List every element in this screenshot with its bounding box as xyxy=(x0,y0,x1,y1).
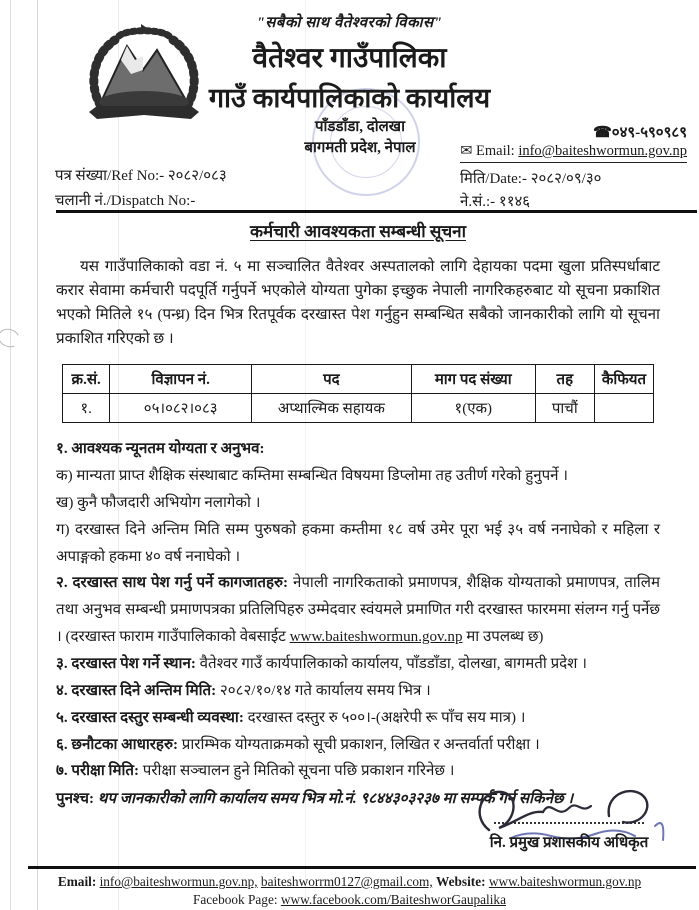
footer-email-label: Email: xyxy=(57,874,97,889)
address-line-1: पाँडडाँडा, दोलखा xyxy=(315,119,405,135)
date-value: २०८२/०९/३० xyxy=(530,171,602,187)
motto: "सबैको साथ वैतेश्वरको विकास" xyxy=(256,15,443,31)
email-line xyxy=(460,143,687,163)
col-level: तह xyxy=(535,365,594,394)
phone-number: ०४९-५९०९८९ xyxy=(611,125,687,141)
ref-label: पत्र संख्या/Ref No:- xyxy=(55,168,165,184)
footer-email-link-2[interactable]: baiteshworrm0127@gmail.com, xyxy=(260,874,433,889)
municipality-name: वैतेश्वर गाउँपालिका xyxy=(252,43,447,74)
application-form-website-link[interactable]: www.baiteshwormun.gov.np xyxy=(289,629,463,646)
item-5-fee: ५. दरखास्त दस्तुर सम्बन्धी व्यवस्था: दरखास्त दस्तुर रु ५००।-(अक्षरेपी रू पाँच सय मात्र) । xyxy=(56,709,526,726)
dispatch-no-line xyxy=(55,190,195,210)
phone-line xyxy=(593,122,687,142)
item-1-qualifications: १. आवश्यक न्यूनतम योग्यता र अनुभव: xyxy=(56,441,265,458)
cell-remarks xyxy=(594,394,653,423)
envelope-icon: ✉ xyxy=(460,143,473,159)
item-2-documents: २. दरखास्त साथ पेश गर्नु पर्ने कागजातहरु: नेपाली नागरिकताको प्रमाणपत्र, शैक्षिक योग्यताको प्रमाणपत्र, तालिम तथा अनुभव सम्बन्धी प्रमाणपत्रका प्रतिलिपिहरु उम्मेदवार स्वंयमले प्रमाणित गरी दरखास्त फारममा संलग्न गर्नु पर्नेछ । (दरखास्त फाराम गाउँपालिकाको वेबसाईट www.baiteshwormun.gov.np मा उपलब्ध छ) xyxy=(56,575,660,646)
scan-fold-line xyxy=(10,0,11,910)
item-6-selection-basis: ६. छनौटका आधारहरु: प्रारम्भिक योग्यताक्रमको सूची प्रकाशन, लिखित र अन्तर्वार्ता परीक्षा । xyxy=(56,736,540,753)
serial-line xyxy=(460,191,530,211)
date-line xyxy=(460,168,601,188)
footer-contact-line xyxy=(0,873,699,891)
header-divider-rule xyxy=(56,210,697,213)
footer-facebook-link[interactable]: www.facebook.com/BaiteshworGaupalika xyxy=(280,891,506,907)
footer-website-link[interactable]: www.baiteshwormun.gov.np xyxy=(488,874,642,889)
ref-no-line xyxy=(55,165,227,185)
footer xyxy=(0,873,699,909)
col-advert-no: विज्ञापन नं. xyxy=(110,365,252,394)
phone-icon: ☎ xyxy=(593,125,612,141)
footer-website-label: Website: xyxy=(436,874,486,889)
postscript-line: पुनश्च: थप जानकारीको लागि कार्यालय समय भित्र मो.नं. ९८४४३०३२३७ मा सम्पर्क गर्न सकिनेछ । xyxy=(56,791,574,808)
serial-value: ११४६ xyxy=(498,194,531,210)
date-label: मिति/Date:- xyxy=(460,171,527,187)
notice-items xyxy=(56,436,660,785)
dispatch-label: चलानी नं./Dispatch No:- xyxy=(55,193,196,209)
footer-facebook-label: Facebook Page: xyxy=(192,891,278,907)
item-1-sub-a: क) मान्यता प्राप्त शैक्षिक संस्थाबाट कम्तिमा सम्बन्धित विषयमा डिप्लोमा तह उतीर्ण गरेको हुनुपर्ने । xyxy=(56,467,569,484)
vacancy-table xyxy=(62,364,654,423)
scan-ink-artifact xyxy=(0,326,22,350)
header-email-link[interactable]: info@baiteshwormun.gov.np xyxy=(518,143,687,159)
footer-facebook-line xyxy=(0,891,699,909)
notice-intro-paragraph: यस गाउँपालिकाको वडा नं. ५ मा सञ्चालित वैतेश्वर अस्पतालको लागि देहायका पदमा खुला प्रतिस्पर्धाबाट करार सेवामा कर्मचारी पदपूर्ति गर्नुपर्ने भएकोले योग्यता पुगेका इच्छुक नेपाली नागरिकहरुबाट यो सूचना प्रकाशित भएको मितिले १५ (पन्ध्र) दिन भित्र रितपूर्वक दरखास्त पेश गर्नुहुन सम्बन्धित सबैको जानकारीको लागि यो सूचना प्रकाशित गरिएको छ । xyxy=(56,258,660,348)
office-name: गाउँ कार्यपालिकाको कार्यालय xyxy=(208,83,491,113)
col-demand-count: माग पद संख्या xyxy=(411,365,535,394)
table-row xyxy=(63,394,654,423)
notice-body xyxy=(56,219,660,808)
item-4-deadline: ४. दरखास्त दिने अन्तिम मिति: २०८२/१०/१४ गते कार्यालय समय भित्र । xyxy=(56,682,431,699)
cell-post: अप्थाल्मिक सहायक xyxy=(252,394,412,423)
cell-level: पाचौं xyxy=(535,394,594,423)
col-remarks: कैफियत xyxy=(594,365,653,394)
signature-block xyxy=(449,782,689,852)
scan-fold-line xyxy=(37,0,38,910)
notice-title: कर्मचारी आवश्यकता सम्बन्धी सूचना xyxy=(249,222,466,241)
col-serial: क्र.सं. xyxy=(63,365,110,394)
table-header-row xyxy=(63,365,654,394)
item-3-submission-place: ३. दरखास्त पेश गर्ने स्थान: वैतेश्वर गाउँ कार्यपालिकाको कार्यालय, पाँडडाँडा, दोलखा, बागमती प्रदेश । xyxy=(56,655,587,672)
email-label: Email: xyxy=(476,143,515,159)
cell-serial: १. xyxy=(63,394,110,423)
col-post: पद xyxy=(252,365,412,394)
cell-demand-count: १(एक) xyxy=(411,394,535,423)
footer-email-link-1[interactable]: info@baiteshwormun.gov.np, xyxy=(99,874,258,889)
footer-divider-rule xyxy=(28,866,696,869)
address-line-2: बागमती प्रदेश, नेपाल xyxy=(304,140,416,156)
ref-value: २०८२/०८३ xyxy=(167,168,227,184)
item-1-sub-b: ख) कुनै फौजदारी अभियोग नलागेको । xyxy=(56,494,261,511)
serial-label: ने.सं.:- xyxy=(460,194,496,210)
signatory-title: नि. प्रमुख प्रशासकीय अधिकृत xyxy=(489,835,649,851)
item-7-exam-date: ७. परीक्षा मिति: परीक्षा सञ्चालन हुने मितिको सूचना पछि प्रकाशन गरिनेछ । xyxy=(56,763,455,780)
item-1-sub-c: ग) दरखास्त दिने अन्तिम मिति सम्म पुरुषको हकमा कम्तीमा १८ वर्ष उमेर पूरा भई ३५ वर्ष ननाघेको र महिला र अपाङ्गको हकमा ४० वर्ष ननाघेको । xyxy=(56,521,660,565)
cell-advert-no: ०५।०८२।०८३ xyxy=(110,394,252,423)
